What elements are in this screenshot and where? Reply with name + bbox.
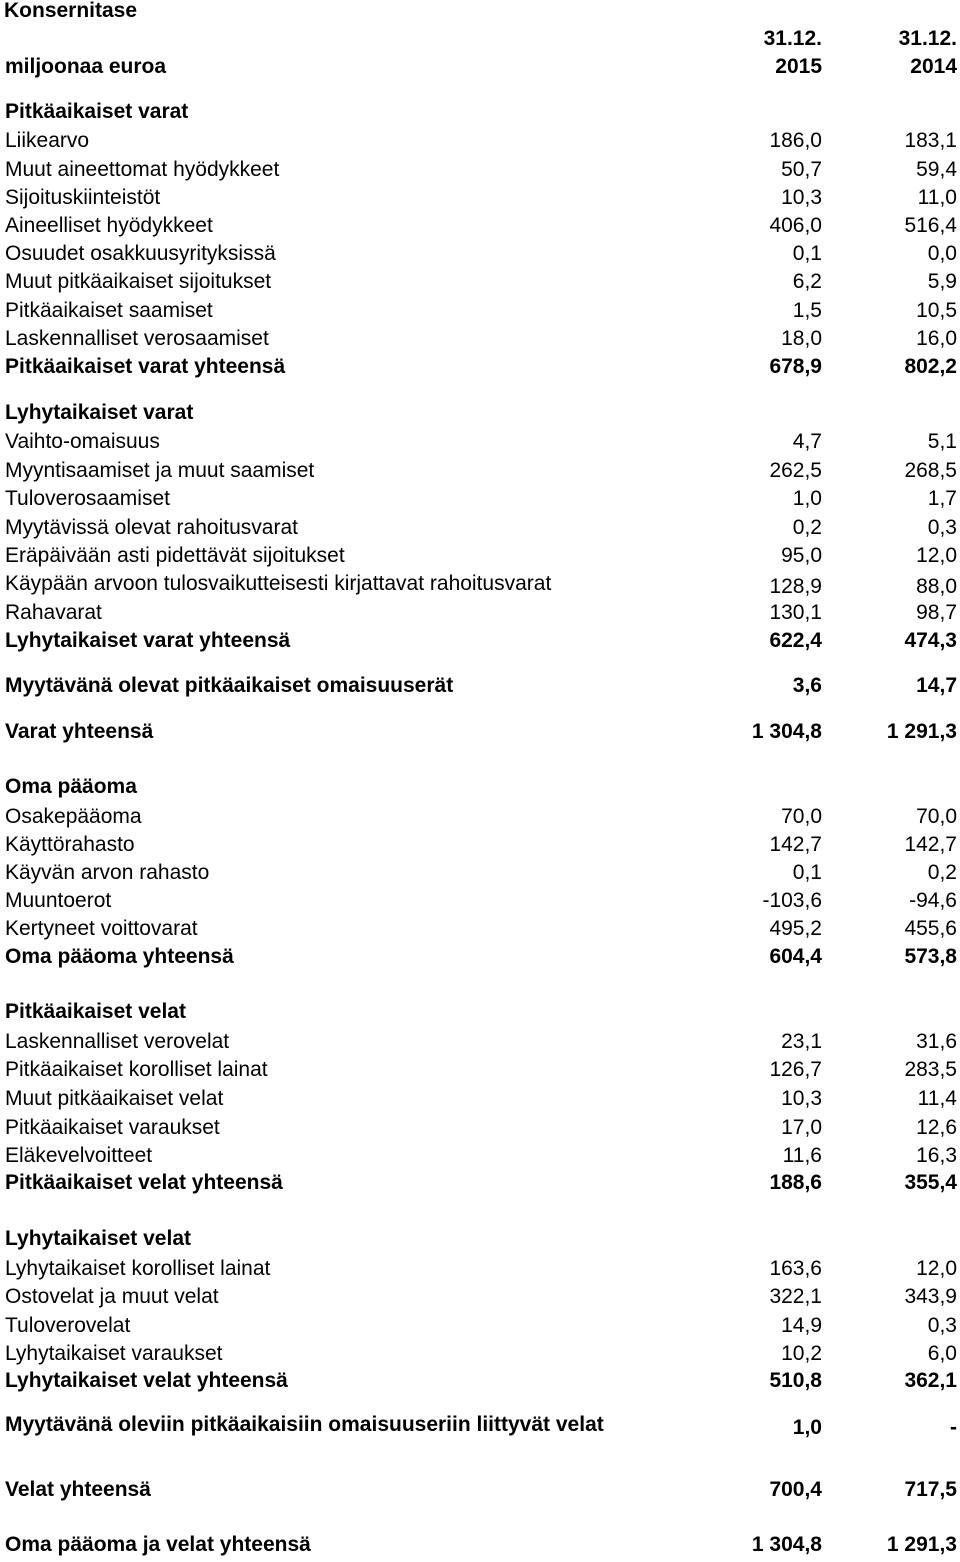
section-heading [0,773,960,801]
value-2014: 88,0 [916,575,957,598]
value-2015: 163,6 [769,1257,822,1280]
row-label: Aineelliset hyödykkeet [5,214,213,237]
section-heading [0,399,960,427]
row-label: Myytävänä oleviin pitkäaikaisiin omaisuuseriin liittyvät velat [5,1413,604,1436]
value-2015: 1 304,8 [751,720,822,743]
value-2014: 70,0 [916,805,957,828]
row-label: Pitkäaikaiset varat yhteensä [5,355,286,378]
value-2014: 1,7 [927,487,957,510]
row-label: Oma pääoma [5,775,137,798]
row-label: Muut pitkäaikaiset velat [5,1087,224,1110]
table-row [0,1340,960,1368]
table-row [0,1028,960,1056]
value-2014: 0,2 [927,861,957,884]
value-2015: 17,0 [781,1116,822,1139]
value-2014: 362,1 [904,1369,957,1392]
row-label: Lyhytaikaiset velat yhteensä [5,1369,288,1392]
value-2014: 343,9 [904,1285,957,1308]
value-2015: 126,7 [769,1058,822,1081]
value-2014: 142,7 [904,833,957,856]
table-row [0,1255,960,1283]
table-row [0,1283,960,1311]
table-row [0,803,960,831]
value-2015: 10,3 [781,1087,822,1110]
table-row [0,184,960,212]
row-label: Lyhytaikaiset varat [5,401,194,424]
row-label: Lyhytaikaiset varat yhteensä [5,629,291,652]
table-row [0,542,960,570]
value-2015: 142,7 [769,833,822,856]
value-2014: 5,9 [927,270,957,293]
section-heading [0,98,960,126]
subtotal-row [0,1411,960,1439]
value-2015: 322,1 [769,1285,822,1308]
subtotal-row [0,1367,960,1395]
row-label: Eräpäivään asti pidettävät sijoitukset [5,544,345,567]
header-year-2014: 2014 [910,55,957,78]
value-2015: 130,1 [769,601,822,624]
value-2014: 516,4 [904,214,957,237]
value-2014: 10,5 [916,299,957,322]
row-label: Oma pääoma ja velat yhteensä [5,1533,311,1556]
value-2015: 23,1 [781,1030,822,1053]
value-2014: 12,0 [916,544,957,567]
value-2015: 406,0 [769,214,822,237]
subtotal-row [0,627,960,655]
row-label: Pitkäaikaiset velat yhteensä [5,1171,283,1194]
subtotal-row [0,672,960,700]
table-row [0,268,960,296]
row-label: Velat yhteensä [5,1478,151,1501]
value-2015: 0,2 [792,516,822,539]
value-2015: 11,6 [782,1144,822,1167]
value-2014: 0,3 [927,516,957,539]
table-row [0,599,960,627]
row-label: Pitkäaikaiset velat [5,1000,186,1023]
value-2015: 14,9 [781,1314,822,1337]
value-2015: 3,6 [792,674,822,697]
value-2015: 6,2 [792,270,822,293]
table-row [0,1085,960,1113]
row-label: Myytävänä olevat pitkäaikaiset omaisuuserät [5,674,454,697]
row-label: Kertyneet voittovarat [5,917,198,940]
value-2014: 573,8 [904,945,957,968]
table-row [0,485,960,513]
value-2015: 186,0 [769,129,822,152]
header-date-row [0,25,960,53]
value-2015: 70,0 [781,805,822,828]
row-label: Sijoituskiinteistöt [5,186,161,209]
row-label: Vaihto-omaisuus [5,430,160,453]
table-row [0,212,960,240]
value-2014: 16,0 [916,327,957,350]
subtotal-row [0,353,960,381]
header-year-row [0,53,960,81]
value-2014: 12,0 [916,1257,957,1280]
header-date-2015: 31.12. [763,27,822,50]
value-2014: 0,0 [927,242,957,265]
value-2014: 268,5 [904,459,957,482]
table-row [0,1114,960,1142]
row-label: Muut pitkäaikaiset sijoitukset [5,270,272,293]
row-label: Rahavarat [5,601,102,624]
section-heading [0,1225,960,1253]
header-date-2014: 31.12. [898,27,957,50]
value-2014: 0,3 [927,1314,957,1337]
row-label: Tuloverovelat [5,1314,131,1337]
value-2014: 6,0 [927,1342,957,1365]
row-label: Myyntisaamiset ja muut saamiset [5,459,315,482]
total-row [0,718,960,746]
unit-label: miljoonaa euroa [5,55,167,78]
value-2015: 10,2 [781,1342,822,1365]
value-2015: 4,7 [792,430,822,453]
table-row [0,156,960,184]
row-label: Tuloverosaamiset [5,487,170,510]
value-2014: 59,4 [916,158,957,181]
value-2015: 0,1 [792,242,822,265]
row-label: Muut aineettomat hyödykkeet [5,158,280,181]
table-row [0,297,960,325]
row-label: Oma pääoma yhteensä [5,945,234,968]
value-2014: 5,1 [927,430,957,453]
value-2014: 355,4 [904,1171,957,1194]
total-row [0,1476,960,1504]
value-2015: 604,4 [769,945,822,968]
value-2015: 1,0 [792,1416,822,1439]
value-2014: 1 291,3 [886,1533,957,1556]
value-2015: 18,0 [781,327,822,350]
value-2015: 95,0 [781,544,822,567]
value-2014: 183,1 [904,129,957,152]
section-heading [0,998,960,1026]
value-2015: 10,3 [781,186,822,209]
table-row [0,457,960,485]
document-title: Konsernitase [4,0,138,22]
row-label: Lyhytaikaiset varaukset [5,1342,223,1365]
row-label: Osakepääoma [5,805,142,828]
row-label: Myytävissä olevat rahoitusvarat [5,516,298,539]
value-2015: 678,9 [769,355,822,378]
row-label: Laskennalliset verosaamiset [5,327,269,350]
row-label: Muuntoerot [5,889,112,912]
table-row [0,1312,960,1340]
table-row [0,915,960,943]
row-label: Varat yhteensä [5,720,154,743]
row-label: Lyhytaikaiset korolliset lainat [5,1257,271,1280]
row-label: Pitkäaikaiset korolliset lainat [5,1058,268,1081]
table-row [0,1056,960,1084]
row-label: Osuudet osakkuusyrityksissä [5,242,276,265]
table-row [0,325,960,353]
value-2014: -94,6 [909,889,957,912]
value-2014: 802,2 [904,355,957,378]
value-2015: 510,8 [769,1369,822,1392]
table-row [0,127,960,155]
table-row [0,428,960,456]
row-label: Pitkäaikaiset varat [5,100,189,123]
row-label: Käyvän arvon rahasto [5,861,210,884]
value-2015: 1,0 [792,487,822,510]
row-label: Pitkäaikaiset varaukset [5,1116,220,1139]
value-2014: 31,6 [916,1030,957,1053]
row-label: Käypään arvoon tulosvaikutteisesti kirjattavat rahoitusvarat [5,572,552,595]
value-2014: 11,4 [917,1087,957,1110]
value-2015: -103,6 [762,889,822,912]
value-2014: 1 291,3 [886,720,957,743]
value-2015: 700,4 [769,1478,822,1501]
value-2014: 717,5 [904,1478,957,1501]
value-2015: 1 304,8 [751,1533,822,1556]
row-label: Käyttörahasto [5,833,135,856]
value-2015: 622,4 [769,629,822,652]
table-row [0,887,960,915]
value-2014: 12,6 [916,1116,957,1139]
value-2015: 188,6 [769,1171,822,1194]
value-2014: 98,7 [916,601,957,624]
header-year-2015: 2015 [775,55,822,78]
value-2014: 283,5 [904,1058,957,1081]
value-2014: 474,3 [904,629,957,652]
table-row [0,570,960,598]
table-row [0,859,960,887]
total-row [0,1531,960,1559]
value-2015: 262,5 [769,459,822,482]
table-row [0,831,960,859]
value-2014: 455,6 [904,917,957,940]
value-2015: 128,9 [769,575,822,598]
row-label: Liikearvo [5,129,90,152]
value-2015: 50,7 [781,158,822,181]
row-label: Pitkäaikaiset saamiset [5,299,213,322]
value-2015: 1,5 [792,299,822,322]
row-label: Eläkevelvoitteet [5,1144,153,1167]
value-2014: - [950,1416,957,1439]
value-2014: 14,7 [916,674,957,697]
value-2015: 495,2 [769,917,822,940]
value-2014: 16,3 [916,1144,957,1167]
table-row [0,1142,960,1170]
row-label: Laskennalliset verovelat [5,1030,230,1053]
subtotal-row [0,1169,960,1197]
value-2014: 11,0 [917,186,957,209]
table-row [0,514,960,542]
table-row [0,240,960,268]
value-2015: 0,1 [792,861,822,884]
row-label: Ostovelat ja muut velat [5,1285,219,1308]
row-label: Lyhytaikaiset velat [5,1227,191,1250]
subtotal-row [0,943,960,971]
